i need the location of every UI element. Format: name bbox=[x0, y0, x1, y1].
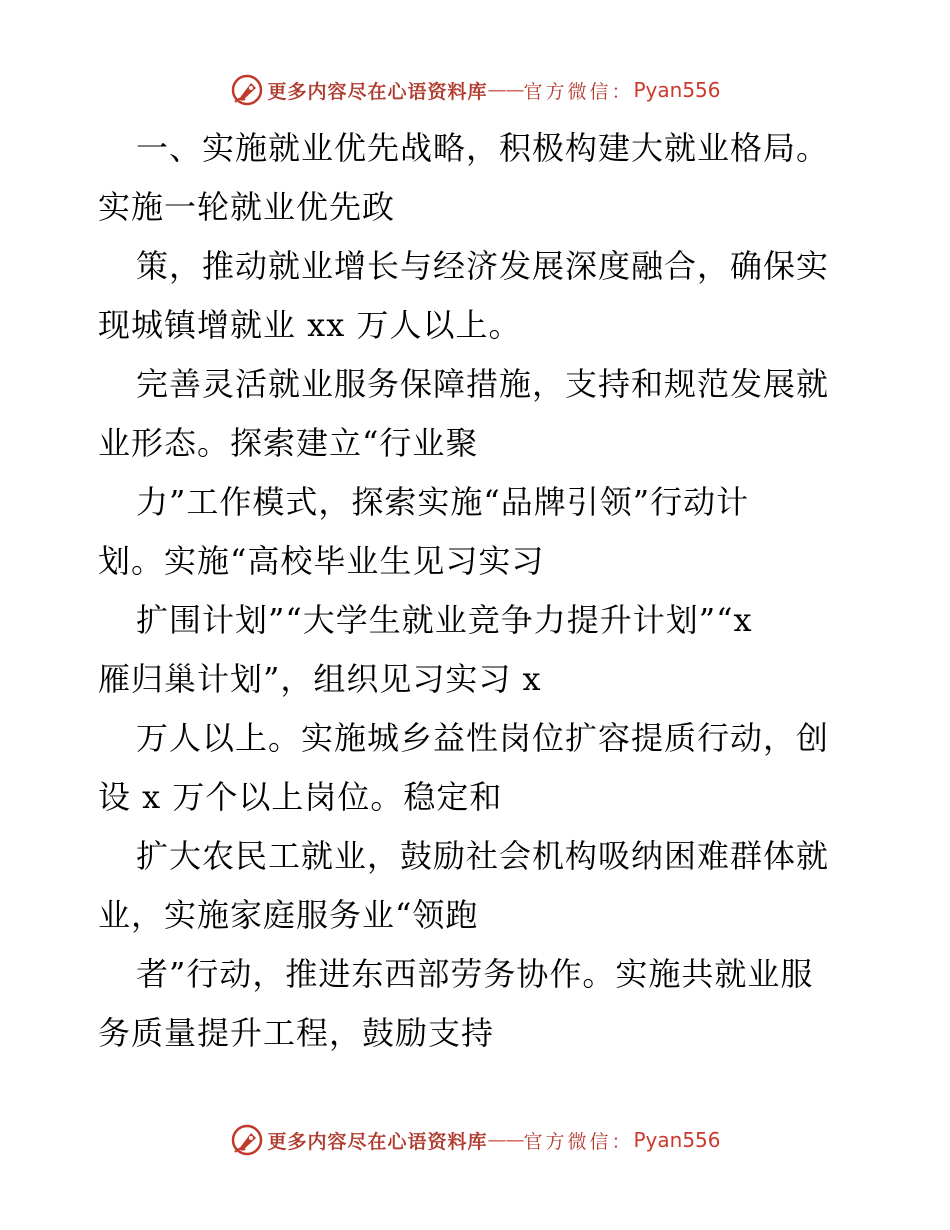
watermark-official-label: 官方微信： bbox=[523, 80, 634, 103]
body-text-line: 划。实施“高校毕业生见习实习 bbox=[98, 542, 545, 580]
body-text-line: 一、实施就业优先战略，积极构建大就业格局。 bbox=[136, 129, 830, 167]
body-text-line: 设 x 万个以上岗位。稳定和 bbox=[98, 778, 503, 816]
document-body bbox=[98, 120, 858, 1064]
watermark-wechat-id: Pyan556 bbox=[633, 78, 721, 102]
body-text-line: 策，推动就业增长与经济发展深度融合，确保实 bbox=[136, 247, 830, 285]
body-text-line: 万人以上。实施城乡益性岗位扩容提质行动，创 bbox=[136, 719, 830, 757]
pen-nib-logo-icon bbox=[229, 1122, 265, 1158]
body-text-line: 扩大农民工就业，鼓励社会机构吸纳困难群体就 bbox=[136, 837, 830, 875]
body-text-line: 务质量提升工程，鼓励支持 bbox=[98, 1014, 495, 1052]
pen-nib-logo-icon bbox=[229, 72, 265, 108]
body-text-line: 完善灵活就业服务保障措施，支持和规范发展就 bbox=[136, 365, 830, 403]
watermark-dash: —— bbox=[487, 79, 524, 101]
body-text-line: 业，实施家庭服务业“领跑 bbox=[98, 896, 479, 934]
watermark-dash: —— bbox=[487, 1129, 524, 1151]
watermark-official-label: 官方微信： bbox=[523, 1130, 634, 1153]
header-watermark bbox=[0, 70, 950, 110]
body-text-line: 实施一轮就业优先政 bbox=[98, 188, 396, 226]
body-text-line: 雁归巢计划”，组织见习实习 x bbox=[98, 660, 542, 698]
body-text-line: 业形态。探索建立“行业聚 bbox=[98, 424, 479, 462]
watermark-wechat-id: Pyan556 bbox=[633, 1128, 721, 1152]
body-text-line: 扩围计划”“大学生就业竞争力提升计划”“x bbox=[136, 601, 753, 639]
body-text-line: 力”工作模式，探索实施“品牌引领”行动计 bbox=[136, 483, 750, 521]
watermark-brand: 更多内容尽在心语资料库 bbox=[267, 80, 488, 103]
body-text-line: 现城镇增就业 xx 万人以上。 bbox=[98, 306, 522, 344]
footer-watermark bbox=[0, 1120, 950, 1160]
watermark-brand: 更多内容尽在心语资料库 bbox=[267, 1130, 488, 1153]
body-text-line: 者”行动，推进东西部劳务协作。实施共就业服 bbox=[136, 955, 814, 993]
